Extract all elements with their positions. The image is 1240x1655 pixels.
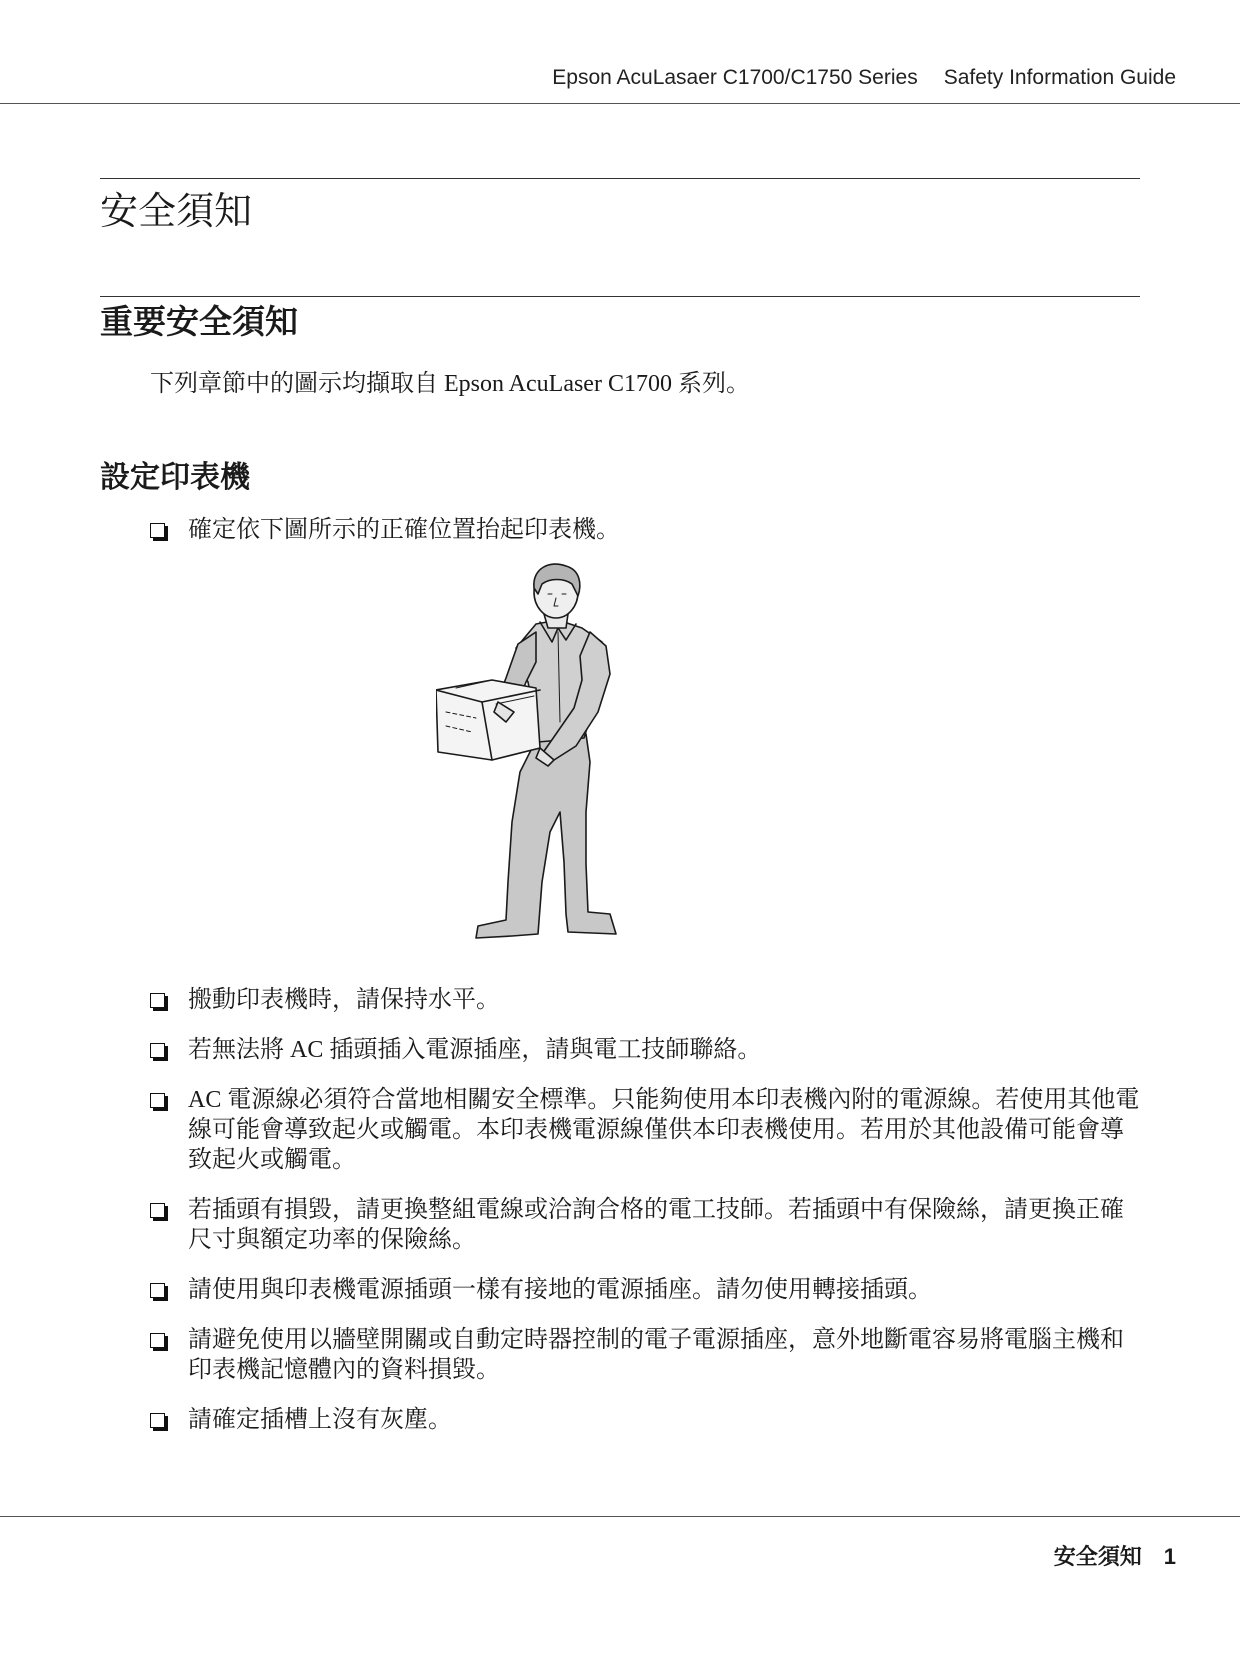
footer-divider bbox=[0, 1516, 1240, 1517]
subsection-heading: 設定印表機 bbox=[100, 461, 250, 494]
list-item: 確定依下圖所示的正確位置抬起印表機。 bbox=[150, 515, 1140, 545]
person-lifting-printer-illustration bbox=[436, 562, 644, 948]
page-title: 安全須知 bbox=[100, 191, 253, 233]
list-item: AC 電源線必須符合當地相關安全標準。只能夠使用本印表機內附的電源線。若使用其他電線可能會導致起火或觸電。本印表機電源線僅供本印表機使用。若用於其他設備可能會導致起火或觸電。 bbox=[150, 1085, 1140, 1175]
footer-section-name: 安全須知 bbox=[1053, 1544, 1142, 1569]
section-heading: 重要安全須知 bbox=[100, 303, 298, 340]
checkbox-bullet-icon bbox=[150, 993, 165, 1008]
safety-bullet-list bbox=[150, 985, 1140, 1435]
list-item: 請確定插槽上沒有灰塵。 bbox=[150, 1405, 1140, 1435]
checkbox-bullet-icon bbox=[150, 523, 165, 538]
checkbox-bullet-icon bbox=[150, 1043, 165, 1058]
checkbox-bullet-icon bbox=[150, 1283, 165, 1298]
list-item: 搬動印表機時，請保持水平。 bbox=[150, 985, 1140, 1015]
list-item: 若無法將 AC 插頭插入電源插座，請與電工技師聯絡。 bbox=[150, 1035, 1140, 1065]
checkbox-bullet-icon bbox=[150, 1333, 165, 1348]
list-item: 若插頭有損毀，請更換整組電線或洽詢合格的電工技師。若插頭中有保險絲，請更換正確尺寸與額定功率的保險絲。 bbox=[150, 1195, 1140, 1255]
header-divider bbox=[0, 103, 1240, 104]
header-product: Epson AcuLasaer C1700/C1750 Series bbox=[552, 66, 918, 89]
title-rule bbox=[100, 178, 1140, 179]
header-guide-title: Safety Information Guide bbox=[943, 66, 1176, 89]
list-item: 請使用與印表機電源插頭一樣有接地的電源插座。請勿使用轉接插頭。 bbox=[150, 1275, 1140, 1305]
running-header bbox=[552, 66, 1176, 90]
page-number: 1 bbox=[1163, 1544, 1176, 1569]
checkbox-bullet-icon bbox=[150, 1203, 165, 1218]
checkbox-bullet-icon bbox=[150, 1093, 165, 1108]
section-intro: 下列章節中的圖示均擷取自 Epson AcuLaser C1700 系列。 bbox=[150, 371, 750, 397]
checkbox-bullet-icon bbox=[150, 1413, 165, 1428]
running-footer bbox=[1054, 1540, 1176, 1571]
first-bullet-list bbox=[150, 515, 1140, 545]
list-item: 請避免使用以牆壁開關或自動定時器控制的電子電源插座，意外地斷電容易將電腦主機和印表機記憶體內的資料損毀。 bbox=[150, 1325, 1140, 1385]
